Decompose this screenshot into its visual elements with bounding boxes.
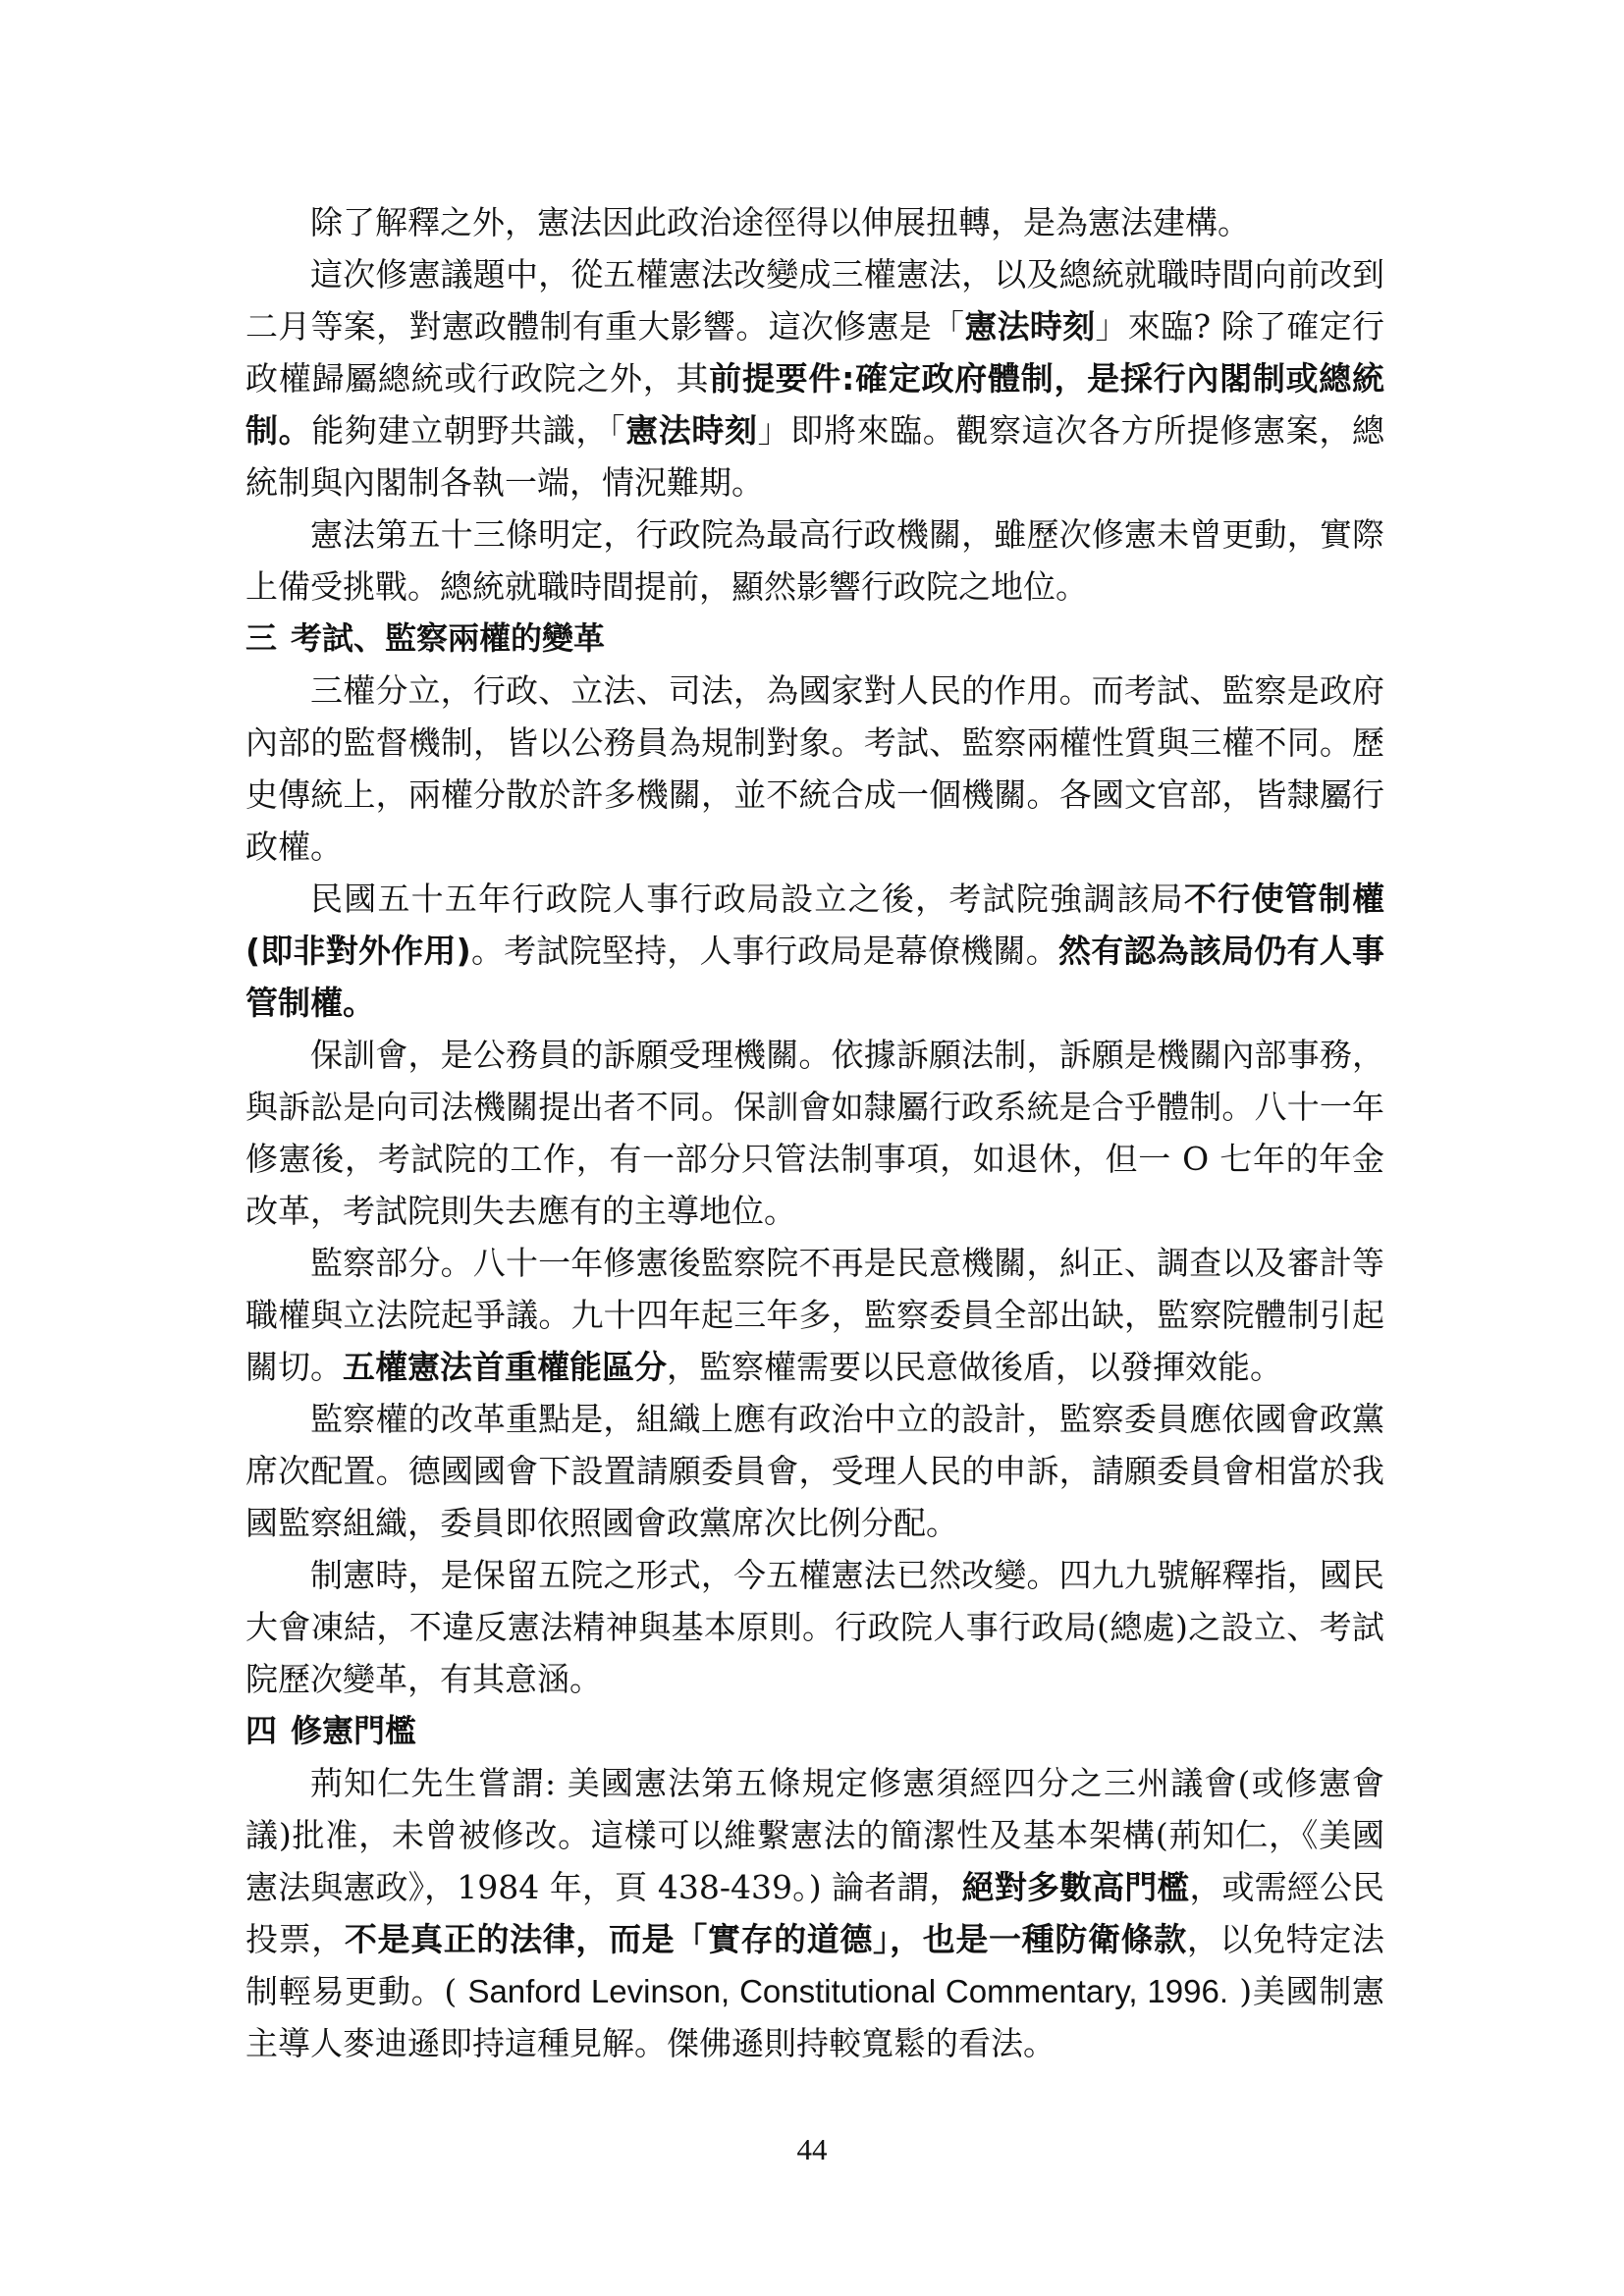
text-run: 」來臨? 除了確定行政權歸屬總統或行政院之外，其	[245, 307, 1385, 398]
body-paragraph	[245, 1237, 1384, 1393]
body-paragraph	[245, 1757, 1384, 2069]
body-paragraph	[245, 196, 1384, 248]
text-run: Sanford Levinson, Constitutional Commentary, 1996.	[467, 1973, 1228, 2009]
text-run: )美國制憲主導人麥迪遜即持這種見解。傑佛遜則持較寬鬆的看法。	[245, 1972, 1384, 2062]
section-number: 四	[245, 1712, 278, 1749]
text-run: 」即將來臨。觀察這次各方所提修憲案，總統制與內閣制各執一端，情況難期。	[245, 411, 1385, 502]
section-title: 修憲門檻	[291, 1712, 417, 1749]
emphasis-text: 前提要件:確定政府體制，是採行內閣制或總統制。	[245, 359, 1385, 450]
text-run: 荊知仁先生嘗謂: 美國憲法第五條規定修憲須經四分之三州議會(或修憲會議)批准，未曾被修改。這樣可以維繫憲法的簡潔性及基本架構(荊知仁，《美國憲法與憲政》，1984 年，頁 438-439。) 論者謂，	[245, 1764, 1384, 1906]
text-run: 民國五十五年行政院人事行政局設立之後，考試院強調該局	[310, 880, 1184, 918]
text-run: 三權分立，行政、立法、司法，為國家對人民的作用。而考試、監察是政府內部的監督機制，皆以公務員為規制對象。考試、監察兩權性質與三權不同。歷史傳統上，兩權分散於許多機關，並不統合成一個機關。各國文官部，皆隸屬行政權。	[245, 671, 1384, 866]
emphasis-text: 絕對多數高門檻	[961, 1868, 1190, 1906]
text-run: ，或需經公民投票，	[245, 1868, 1385, 1958]
text-run: 監察權的改革重點是，組織上應有政治中立的設計，監察委員應依國會政黨席次配置。德國國會下設置請願委員會，受理人民的申訴，請願委員會相當於我國監察組織，委員即依照國會政黨席次比例分配。	[245, 1400, 1384, 1542]
emphasis-text: 憲法時刻	[964, 307, 1096, 346]
text-run: ，以免特定法制輕易更動。(	[245, 1920, 1385, 2010]
page-number: 44	[796, 2132, 828, 2166]
text-run: 除了解釋之外，憲法因此政治途徑得以伸展扭轉，是為憲法建構。	[310, 203, 1250, 241]
section-heading	[245, 1705, 1384, 1757]
body-paragraph	[245, 248, 1384, 508]
body-paragraph	[245, 873, 1384, 1029]
text-run: 保訓會，是公務員的訴願受理機關。依據訴願法制，訴願是機關內部事務，與訴訟是向司法機關提出者不同。保訓會如隸屬行政系統是合乎體制。八十一年修憲後，考試院的工作，有一部分只管法制事項，如退休，但一 O 七年的年金改革，考試院則失去應有的主導地位。	[245, 1036, 1384, 1230]
text-run: 。考試院堅持，人事行政局是幕僚機關。	[470, 932, 1058, 970]
emphasis-text: 憲法時刻	[625, 411, 758, 450]
emphasis-text: 然有認為該局仍有人事管制權。	[245, 932, 1384, 1022]
text-run: 監察部分。八十一年修憲後監察院不再是民意機關，糾正、調查以及審計等職權與立法院起爭議。九十四年起三年多，監察委員全部出缺，監察院體制引起關切。	[245, 1244, 1384, 1386]
body-paragraph	[245, 1549, 1384, 1705]
body-paragraph	[245, 665, 1384, 873]
body-paragraph	[245, 1029, 1384, 1237]
emphasis-text: 不是真正的法律，而是「實存的道德」，也是一種防衛條款	[344, 1920, 1187, 1958]
section-heading	[245, 613, 1384, 665]
text-run: 這次修憲議題中，從五權憲法改變成三權憲法，以及總統就職時間向前改到二月等案，對憲政體制有重大影響。這次修憲是「	[245, 255, 1384, 346]
section-number: 三	[245, 619, 278, 657]
document-body	[245, 196, 1384, 2069]
text-run: 憲法第五十三條明定，行政院為最高行政機關，雖歷次修憲未曾更動，實際上備受挑戰。總統就職時間提前，顯然影響行政院之地位。	[245, 515, 1384, 606]
body-paragraph	[245, 508, 1384, 613]
text-run: 能夠建立朝野共識，「	[311, 411, 626, 450]
text-run: ，監察權需要以民意做後盾，以發揮效能。	[667, 1348, 1282, 1386]
emphasis-text: 五權憲法首重權能區分	[343, 1348, 667, 1386]
emphasis-text: 不行使管制權(即非對外作用)	[245, 880, 1385, 970]
text-run: 制憲時，是保留五院之形式，今五權憲法已然改變。四九九號解釋指，國民大會凍結，不違反憲法精神與基本原則。行政院人事行政局(總處)之設立、考試院歷次變革，有其意涵。	[245, 1556, 1384, 1698]
body-paragraph	[245, 1393, 1384, 1549]
section-title: 考試、監察兩權的變革	[291, 619, 606, 657]
